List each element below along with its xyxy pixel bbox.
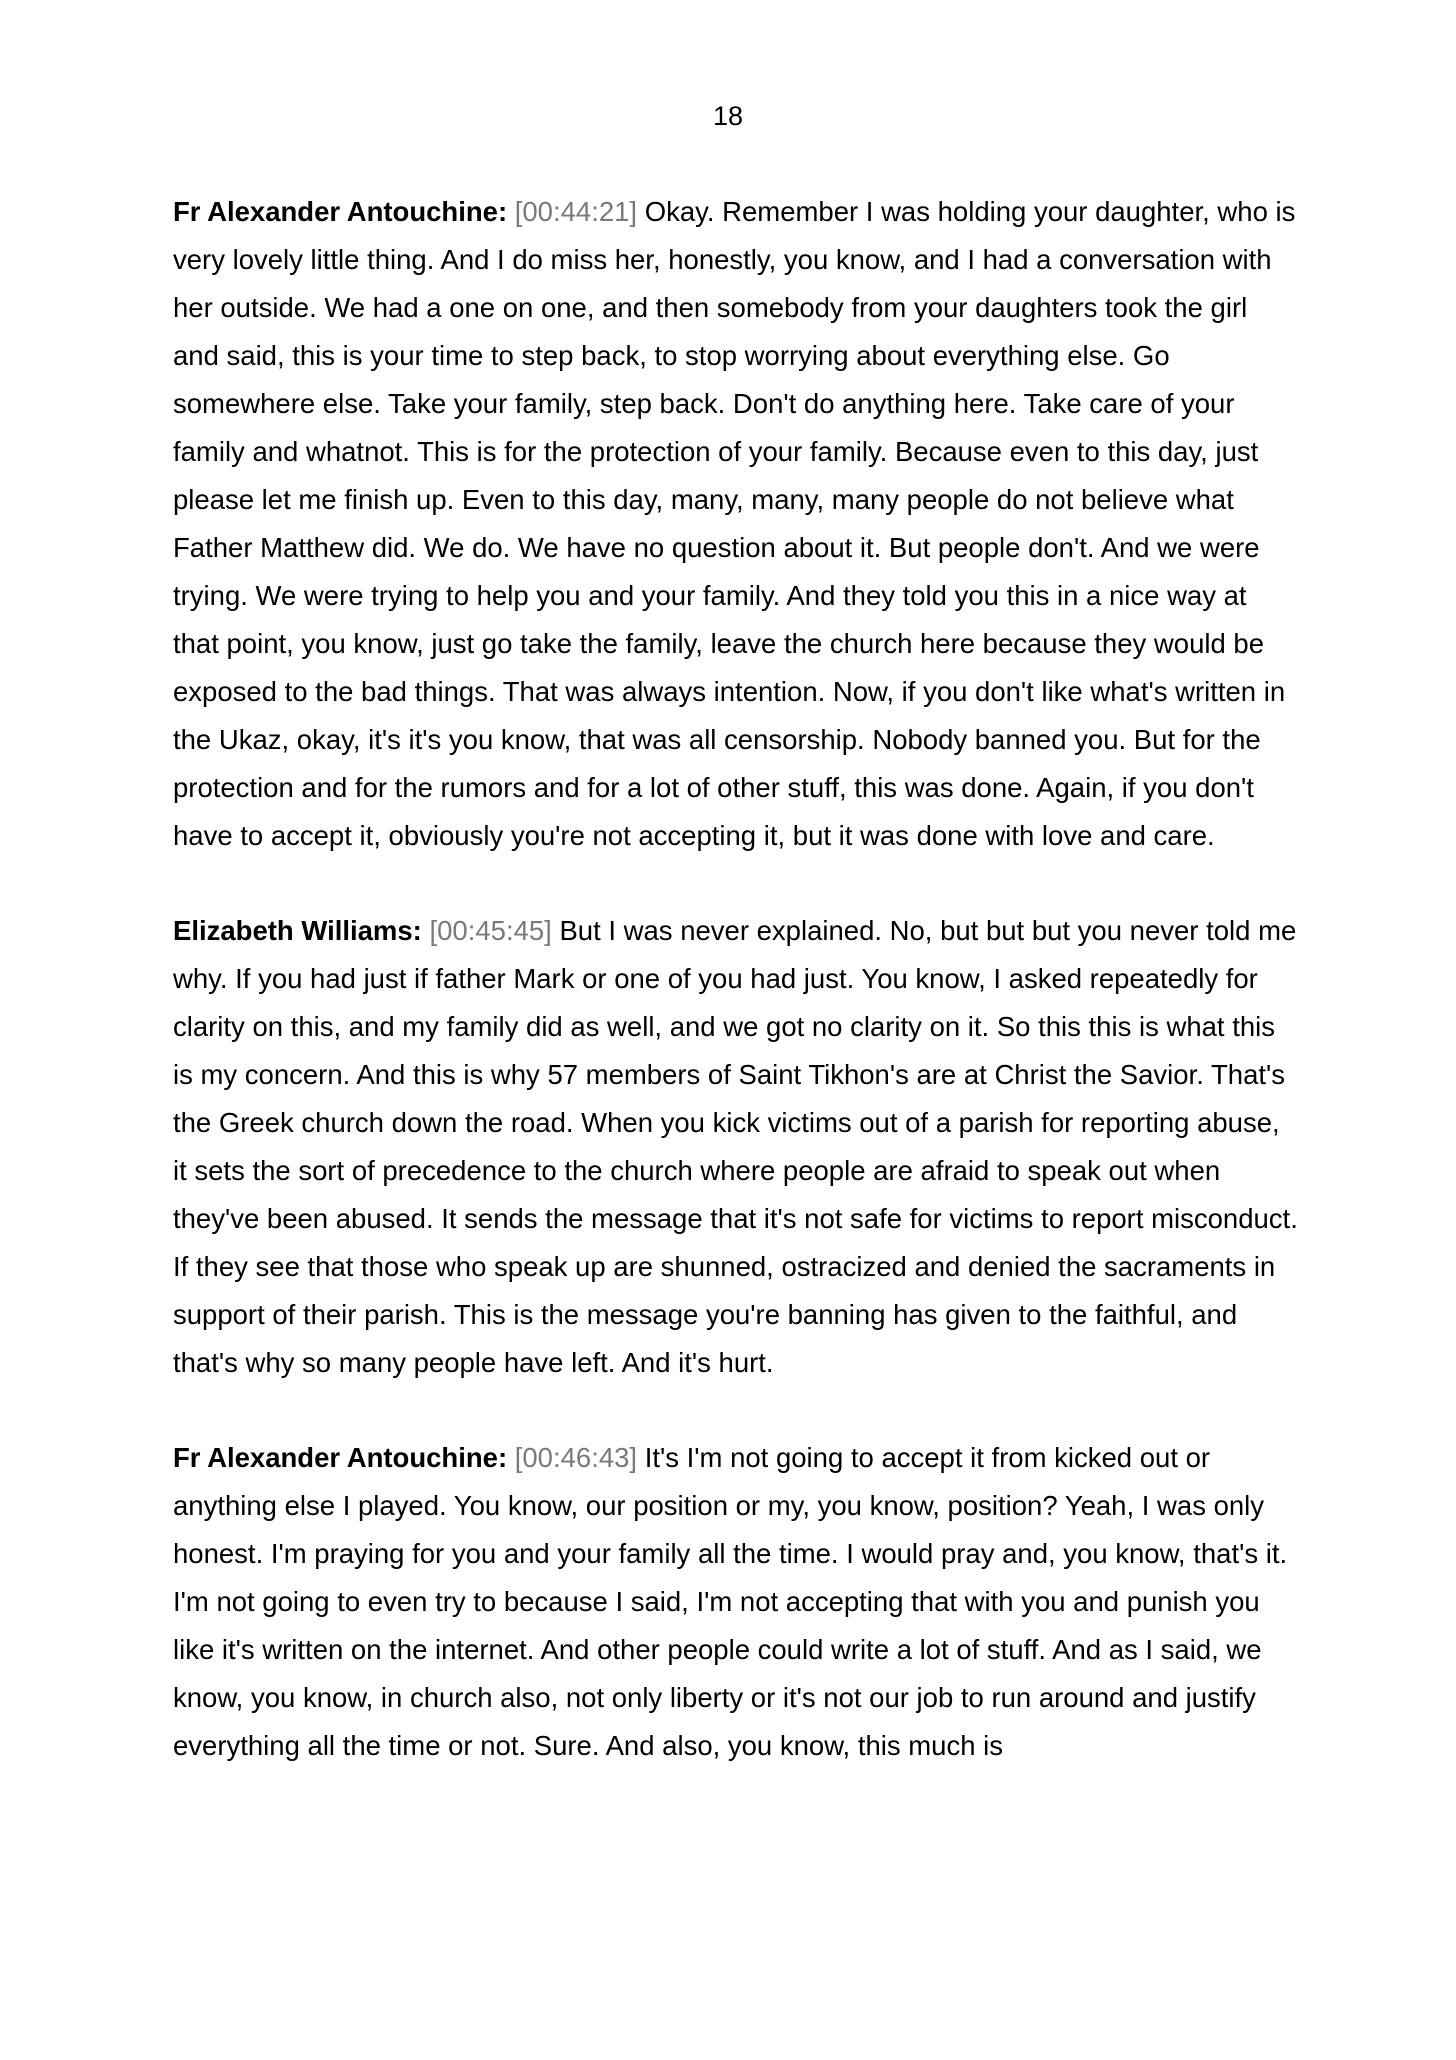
transcript-body bbox=[173, 188, 1298, 1817]
transcript-entry bbox=[173, 907, 1298, 1387]
transcript-entry bbox=[173, 1434, 1298, 1770]
timestamp: [00:45:45] bbox=[429, 915, 552, 946]
utterance-text: It's I'm not going to accept it from kicked out or anything else I played. You know, our position or my, you know, position? Yeah, I was only honest. I'm praying for you and your family all the time. I would pray and, you know, that's it. I'm not going to even try to because I said, I'm not accepting that with you and punish you like it's written on the internet. And other people could write a lot of stuff. And as I said, we know, you know, in church also, not only liberty or it's not our job to run around and justify everything all the time or not. Sure. And also, you know, this much is bbox=[173, 1442, 1288, 1761]
utterance-text: Okay. Remember I was holding your daughter, who is very lovely little thing. And I do miss her, honestly, you know, and I had a conversation with her outside. We had a one on one, and then somebody from your daughters took the girl and said, this is your time to step back, to stop worrying about everything else. Go somewhere else. Take your family, step back. Don't do anything here. Take care of your family and whatnot. This is for the protection of your family. Because even to this day, just please let me finish up. Even to this day, many, many, many people do not believe what Father Matthew did. We do. We have no question about it. But people don't. And we were trying. We were trying to help you and your family. And they told you this in a nice way at that point, you know, just go take the family, leave the church here because they would be exposed to the bad things. That was always intention. Now, if you don't like what's written in the Ukaz, okay, it's it's you know, that was all censorship. Nobody banned you. But for the protection and for the rumors and for a lot of other stuff, this was done. Again, if you don't have to accept it, obviously you're not accepting it, but it was done with love and care. bbox=[173, 196, 1296, 851]
speaker-name: Elizabeth Williams: bbox=[173, 915, 422, 946]
transcript-entry bbox=[173, 188, 1298, 860]
timestamp: [00:44:21] bbox=[514, 196, 638, 227]
speaker-name: Fr Alexander Antouchine: bbox=[173, 1442, 508, 1473]
timestamp: [00:46:43] bbox=[514, 1442, 638, 1473]
utterance-text: But I was never explained. No, but but but you never told me why. If you had just if father Mark or one of you had just. You know, I asked repeatedly for clarity on this, and my family did as well, and we got no clarity on it. So this this is what this is my concern. And this is why 57 members of Saint Tikhon's are at Christ the Savior. That's the Greek church down the road. When you kick victims out of a parish for reporting abuse, it sets the sort of precedence to the church where people are afraid to speak out when they've been abused. It sends the message that it's not safe for victims to report misconduct. If they see that those who speak up are shunned, ostracized and denied the sacraments in support of their parish. This is the message you're banning has given to the faithful, and that's why so many people have left. And it's hurt. bbox=[173, 915, 1298, 1378]
speaker-name: Fr Alexander Antouchine: bbox=[173, 196, 508, 227]
page-number: 18 bbox=[712, 101, 744, 131]
